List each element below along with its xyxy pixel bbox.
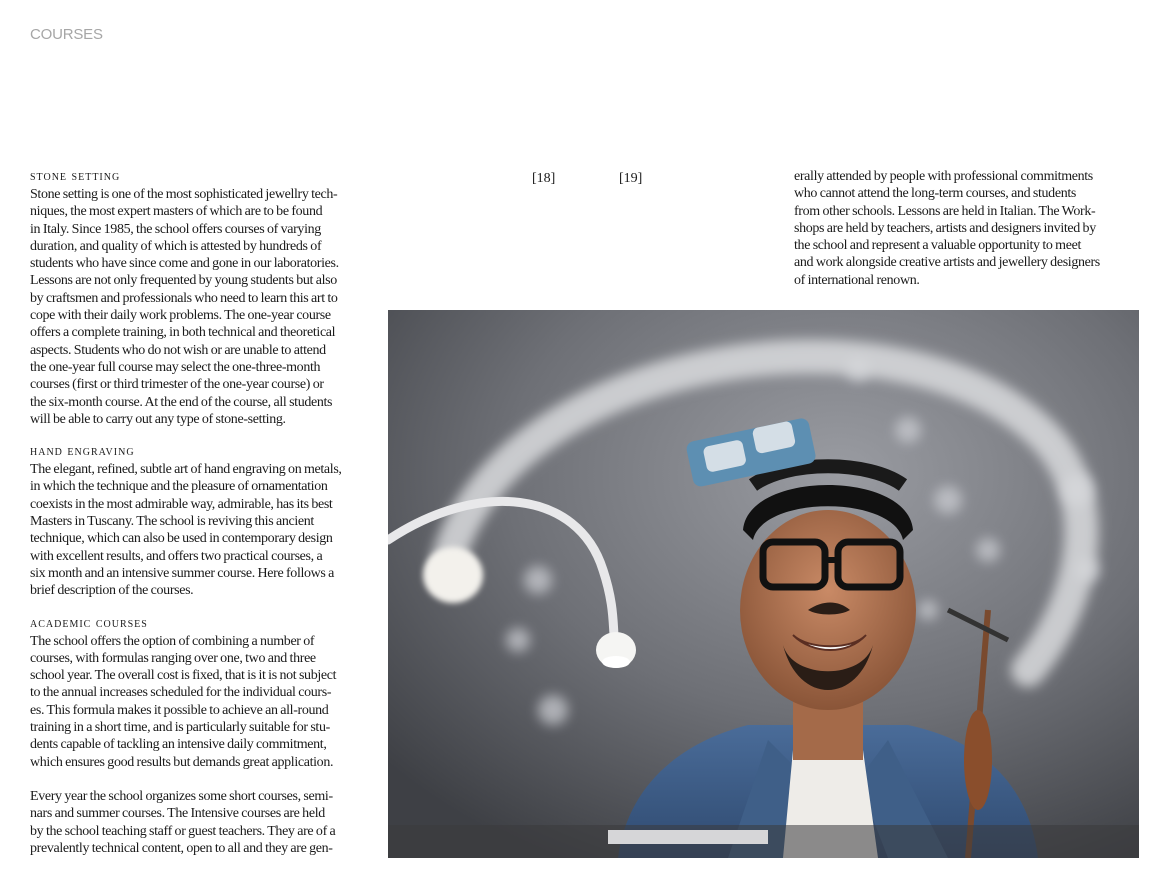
text-line: nars and summer courses. The Intensive courses are held — [30, 806, 325, 822]
text-line: the school and represent a valuable opportunity to meet — [794, 238, 1081, 254]
section-heading-academic-courses: academic courses — [30, 615, 148, 631]
text-line: who cannot attend the long-term courses, and students — [794, 186, 1076, 202]
text-line: six month and an intensive summer course. Here follows a — [30, 565, 335, 581]
text-line: in Italy. Since 1985, the school offers courses of varying — [30, 221, 321, 237]
text-line: aspects. Students who do not wish or are unable to attend — [30, 342, 326, 358]
text-line: school year. The overall cost is fixed, that is it is not subject — [30, 668, 337, 684]
text-line: by craftsmen and professionals who need to learn this art to — [30, 290, 338, 306]
text-line: offers a complete training, in both technical and theoretical — [30, 325, 336, 341]
paragraph-continuation — [794, 168, 1140, 289]
text-line: courses (first or third trimester of the one-year course) or — [30, 377, 324, 393]
text-line: to the annual increases scheduled for the individual cours- — [30, 685, 332, 701]
text-line: Lessons are not only frequented by young students but also — [30, 273, 337, 289]
text-line: Stone setting is one of the most sophisticated jewellry tech- — [30, 187, 338, 202]
text-line: and work alongside creative artists and jewellery designers — [794, 255, 1100, 271]
paragraph-stone-setting — [30, 186, 378, 428]
text-line: niques, the most expert masters of which are to be found — [30, 204, 323, 220]
page-number-left: [18] — [532, 171, 556, 186]
paragraph-short-courses — [30, 788, 378, 857]
text-line: erally attended by people with professional commitments — [794, 169, 1093, 184]
text-line: cope with their daily work problems. The one-year course — [30, 308, 331, 324]
text-line: The school offers the option of combining a number of — [30, 633, 315, 649]
text-line: from other schools. Lessons are held in Italian. The Work- — [794, 203, 1096, 219]
photo-jeweller-with-headband-magnifier — [388, 310, 1139, 858]
text-line: by the school teaching staff or guest teachers. They are of a — [30, 823, 336, 839]
text-line: coexists in the most admirable way, admirable, has its best — [30, 496, 333, 512]
text-line: technique, which can also be used in contemporary design — [30, 531, 333, 547]
text-line: which ensures good results but demands great application. — [30, 754, 334, 770]
paragraph-hand-engraving — [30, 461, 378, 599]
text-line: the six-month course. At the end of the course, all students — [30, 394, 333, 410]
text-line: shops are held by teachers, artists and designers invited by — [794, 220, 1096, 236]
page-number-right: [19] — [619, 171, 643, 186]
text-line: The elegant, refined, subtle art of hand engraving on metals, — [30, 462, 342, 478]
text-line: prevalently technical content, open to all and they are gen- — [30, 840, 333, 856]
text-line: students who have since come and gone in our laboratories. — [30, 256, 339, 272]
text-line: duration, and quality of which is attested by hundreds of — [30, 238, 322, 254]
text-line: dents capable of tackling an intensive daily commitment, — [30, 737, 327, 753]
text-line: Every year the school organizes some short courses, semi- — [30, 788, 333, 804]
right-text-column — [794, 168, 1140, 306]
text-line: in which the technique and the pleasure of ornamentation — [30, 479, 328, 495]
text-line: brief description of the courses. — [30, 583, 194, 599]
text-line: Masters in Tuscany. The school is reviving this ancient — [30, 514, 314, 530]
text-line: will be able to carry out any type of stone-setting. — [30, 411, 286, 427]
text-line: courses, with formulas ranging over one, two and three — [30, 650, 316, 666]
text-line: the one-year full course may select the one-three-month — [30, 359, 321, 375]
section-heading-hand-engraving: hand engraving — [30, 444, 135, 460]
section-heading-stone-setting: stone setting — [30, 169, 121, 184]
paragraph-academic-courses — [30, 633, 378, 771]
text-line: with excellent results, and offers two practical courses, a — [30, 548, 323, 564]
running-head: COURSES — [30, 26, 103, 43]
text-line: of international renown. — [794, 272, 920, 288]
text-line: es. This formula makes it possible to achieve an all-round — [30, 702, 329, 718]
text-line: training in a short time, and is particularly suitable for stu- — [30, 720, 330, 736]
left-text-column — [30, 170, 378, 874]
